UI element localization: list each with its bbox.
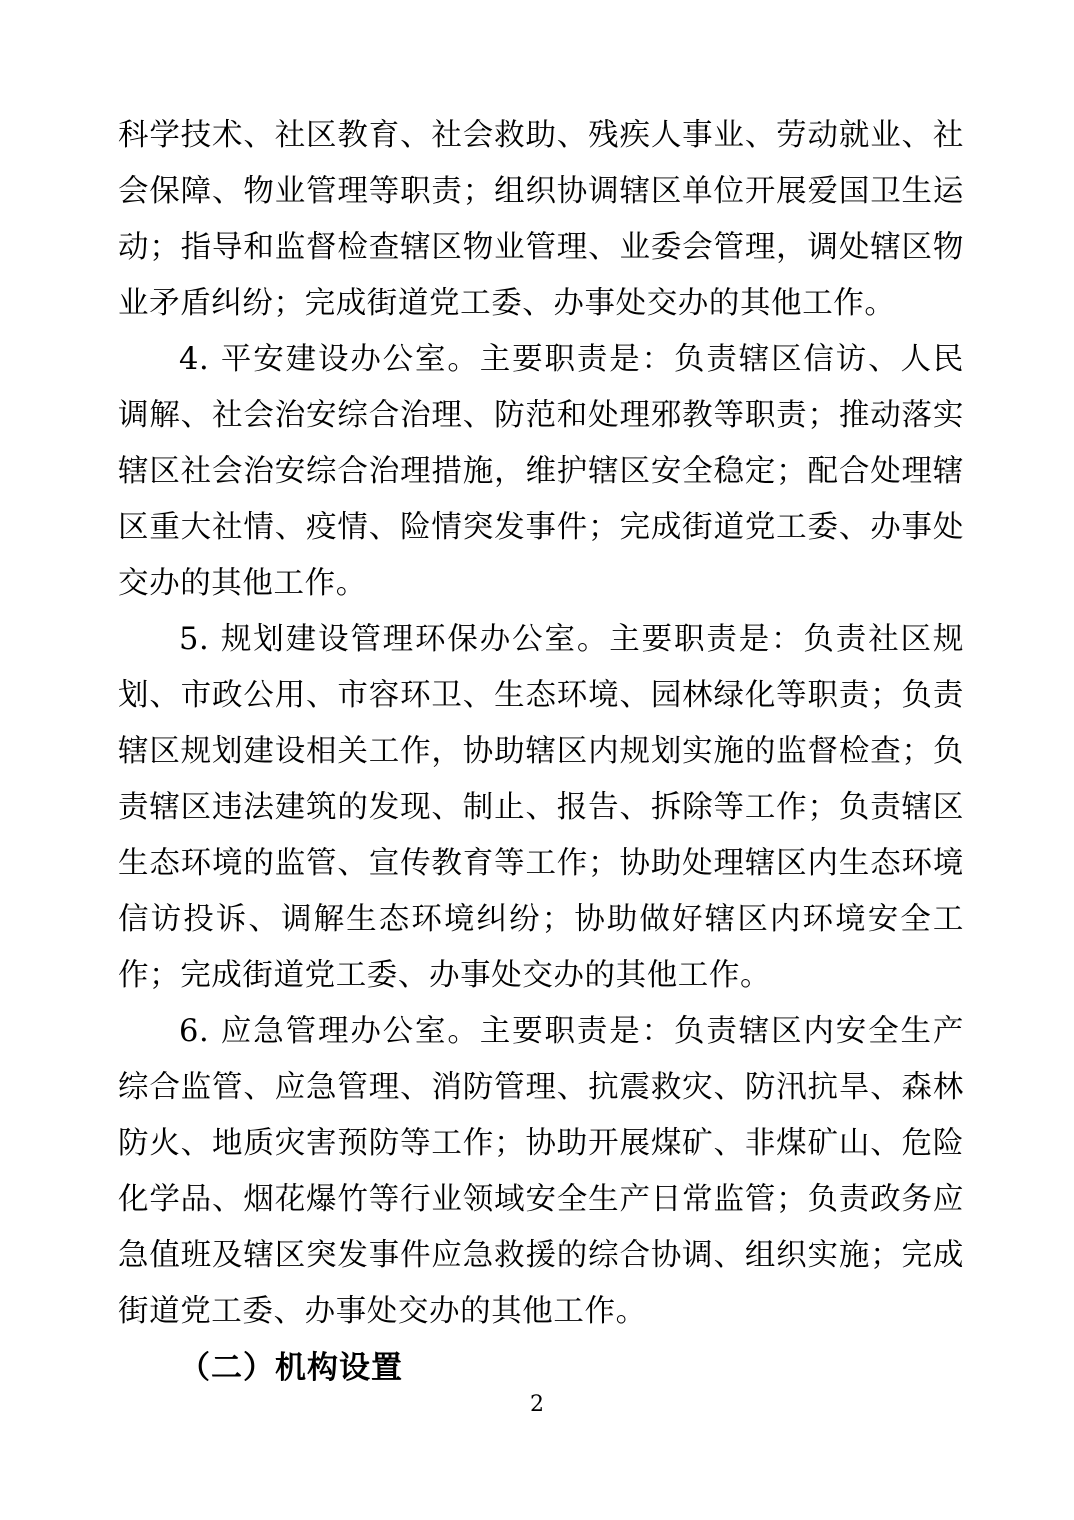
paragraph-item-6: 6. 应急管理办公室。主要职责是：负责辖区内安全生产综合监管、应急管理、消防管理、抗震救灾、防汛抗旱、森林防火、地质灾害预防等工作；协助开展煤矿、非煤矿山、危险化学品、烟花爆竹等行业领域安全生产日常监管；负责政务应急值班及辖区突发事件应急救援的综合协调、组织实施；完成街道党工委、办事处交办的其他工作。 — [118, 1014, 964, 1329]
section-heading: （二）机构设置 — [179, 1350, 403, 1386]
paragraph-continued: 科学技术、社区教育、社会救助、残疾人事业、劳动就业、社会保障、物业管理等职责；组织协调辖区单位开展爱国卫生运动；指导和监督检查辖区物业管理、业委会管理，调处辖区物业矛盾纠纷；完成街道党工委、办事处交办的其他工作。 — [118, 118, 964, 321]
paragraph-item-5: 5. 规划建设管理环保办公室。主要职责是：负责社区规划、市政公用、市容环卫、生态环境、园林绿化等职责；负责辖区规划建设相关工作，协助辖区内规划实施的监督检查；负责辖区违法建筑的发现、制止、报告、拆除等工作；负责辖区生态环境的监管、宣传教育等工作；协助处理辖区内生态环境信访投诉、调解生态环境纠纷；协助做好辖区内环境安全工作；完成街道党工委、办事处交办的其他工作。 — [118, 622, 964, 993]
page-number: 2 — [530, 1392, 544, 1417]
paragraph-item-4: 4. 平安建设办公室。主要职责是：负责辖区信访、人民调解、社会治安综合治理、防范和处理邪教等职责；推动落实辖区社会治安综合治理措施，维护辖区安全稳定；配合处理辖区重大社情、疫情、险情突发事件；完成街道党工委、办事处交办的其他工作。 — [118, 342, 964, 601]
document-body — [118, 108, 964, 1396]
